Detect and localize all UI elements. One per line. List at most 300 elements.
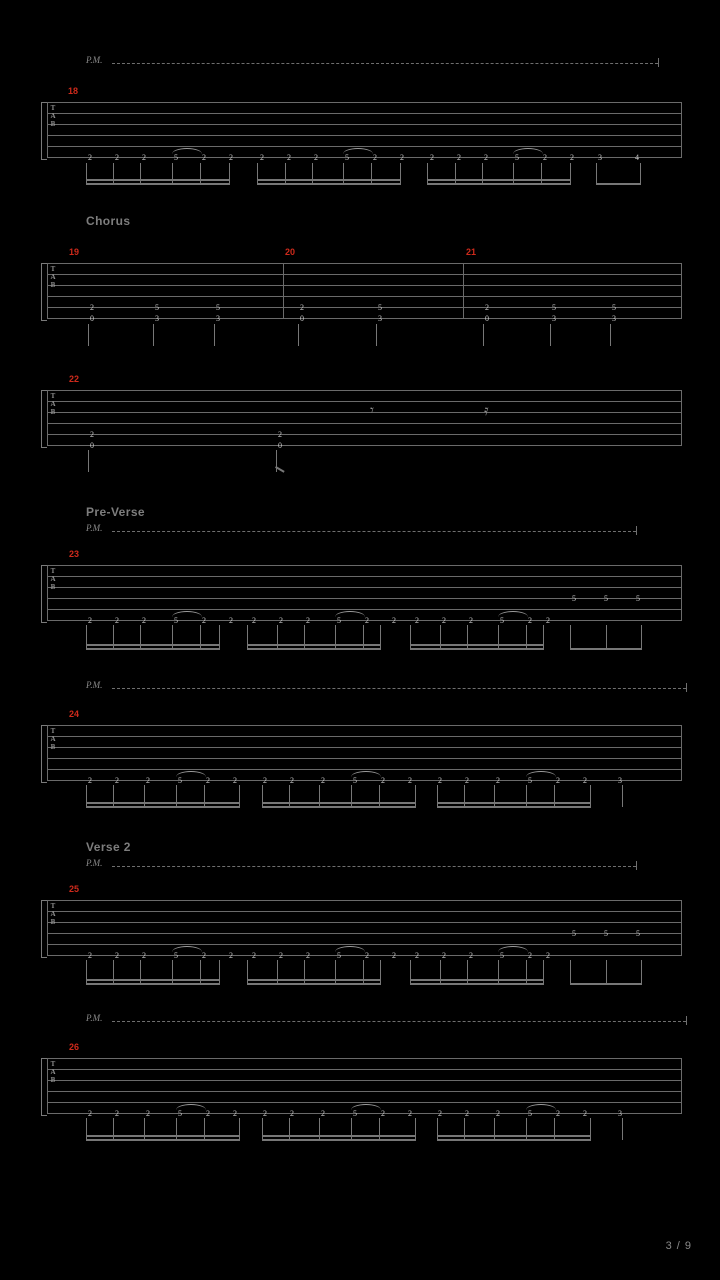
fret-number: 2 [115,951,119,960]
hammer-on-slur [351,1104,381,1110]
pm-label: P.M. [86,523,103,533]
stem [400,163,401,185]
fret-number: 5 [345,153,349,162]
stem [204,785,205,807]
fret-number: 2 [233,1109,237,1118]
beam [257,179,401,181]
fret-number: 5 [612,303,616,312]
stem [464,1118,465,1140]
fret-number: 2 [202,153,206,162]
stem [543,625,544,649]
staff-line [47,769,682,770]
stem [277,625,278,649]
pm-end-tick [658,58,659,67]
stem [641,625,642,649]
stem [363,960,364,984]
beam [410,979,544,981]
barline [681,725,682,781]
fret-number: 2 [279,951,283,960]
fret-number: 2 [485,303,489,312]
fret-number: 0 [485,314,489,323]
beam [247,644,381,646]
stem [140,960,141,984]
fret-number: 2 [287,153,291,162]
staff-line [47,296,682,297]
stem [526,785,527,807]
tab-staff [47,263,682,321]
fret-number: 2 [229,951,233,960]
tab-word: T A B [50,392,56,416]
fret-number: 2 [90,303,94,312]
beam [437,1135,591,1137]
pm-dashed-line [112,1021,686,1022]
pm-label: P.M. [86,55,103,65]
staff-line [47,274,682,275]
stem [200,625,201,649]
system-24 [0,680,720,820]
fret-number: 5 [572,929,576,938]
fret-number: 5 [572,594,576,603]
fret-number: 2 [321,776,325,785]
stem [153,324,154,346]
staff-line [47,1058,682,1059]
staff-line [47,587,682,588]
stem [606,625,607,649]
measure-number: 24 [69,709,80,719]
stem [86,785,87,807]
fret-number: 5 [174,951,178,960]
beam [262,802,416,804]
stem [371,163,372,185]
stem [622,1118,623,1140]
stem [410,625,411,649]
fret-number: 2 [528,951,532,960]
staff-line [47,434,682,435]
staff-line [47,725,682,726]
palm-mute-marking [86,680,606,692]
fret-number: 2 [583,776,587,785]
fret-number: 5 [500,616,504,625]
pm-label: P.M. [86,1013,103,1023]
tab-word: T A B [50,265,56,289]
fret-number: 2 [142,616,146,625]
hammer-on-slur [335,946,365,952]
fret-number: 5 [515,153,519,162]
stem [570,163,571,185]
fret-number: 2 [442,616,446,625]
hammer-on-slur [351,771,381,777]
fret-number: 2 [233,776,237,785]
hammer-on-slur [172,946,202,952]
fret-number: 5 [528,1109,532,1118]
fret-number: 2 [543,153,547,162]
stem [570,625,571,649]
stem [596,163,597,185]
beam [410,648,544,650]
system-26 [0,1013,720,1153]
fret-number: 2 [583,1109,587,1118]
system-18 [0,55,720,190]
stem [379,1118,380,1140]
beam [257,183,401,185]
beam [437,802,591,804]
fret-number: 2 [496,1109,500,1118]
stem [277,960,278,984]
section-label-pre-verse: Pre-Verse [86,505,145,519]
fret-number: 2 [290,776,294,785]
hammer-on-slur [343,148,373,154]
tab-staff [47,565,682,623]
pm-dashed-line [112,531,636,532]
fret-number: 2 [556,1109,560,1118]
beam [437,806,591,808]
stem [351,785,352,807]
fret-number: 2 [400,153,404,162]
pm-end-tick [686,1016,687,1025]
fret-number: 2 [381,1109,385,1118]
fret-number: 2 [556,776,560,785]
beam [247,979,381,981]
fret-number: 2 [88,776,92,785]
beam [86,183,230,185]
stem [113,163,114,185]
section-label-verse2: Verse 2 [86,840,131,854]
stem [554,1118,555,1140]
stem [610,324,611,346]
beam [596,183,641,185]
fret-number: 2 [252,616,256,625]
fret-number: 2 [263,776,267,785]
beam [86,802,240,804]
stem [641,960,642,984]
tab-word: T A B [50,727,56,751]
fret-number: 3 [155,314,159,323]
stem [376,324,377,346]
stem [86,163,87,185]
hammer-on-slur [176,771,206,777]
fret-number: 2 [115,616,119,625]
fret-number: 2 [438,776,442,785]
hammer-on-slur [526,771,556,777]
stem [606,960,607,984]
barline [47,900,48,956]
stem [113,625,114,649]
fret-number: 2 [278,430,282,439]
stem [144,785,145,807]
stem [298,324,299,346]
fret-number: 2 [252,951,256,960]
barline [47,263,48,319]
stem [467,625,468,649]
staff-line [47,598,682,599]
staff-line [47,423,682,424]
fret-number: 2 [465,776,469,785]
barline [681,390,682,446]
fret-number: 2 [306,616,310,625]
fret-number: 2 [465,1109,469,1118]
fret-number: 0 [90,441,94,450]
stem [335,960,336,984]
fret-number: 2 [88,951,92,960]
fret-number: 2 [546,951,550,960]
fret-number: 2 [570,153,574,162]
stem [229,163,230,185]
stem [113,785,114,807]
fret-number: 2 [115,1109,119,1118]
tab-staff [47,390,682,448]
fret-number: 3 [216,314,220,323]
fret-number: 2 [457,153,461,162]
barline [681,900,682,956]
fret-number: 5 [174,616,178,625]
staff-line [47,146,682,147]
staff-line [47,609,682,610]
fret-number: 2 [496,776,500,785]
stem [464,785,465,807]
stem [590,785,591,807]
barline [47,1058,48,1114]
tab-word: T A B [50,902,56,926]
system-chorus [0,214,720,349]
stem [304,625,305,649]
stem [319,1118,320,1140]
system-25 [0,840,720,990]
staff-line [47,124,682,125]
stem [88,324,89,346]
stem [343,163,344,185]
staff-line [47,285,682,286]
staff-line [47,922,682,923]
fret-number: 2 [279,616,283,625]
stem [219,625,220,649]
measure-number: 25 [69,884,80,894]
stem [550,324,551,346]
palm-mute-marking [86,858,556,870]
fret-number: 3 [598,153,602,162]
staff-line [47,576,682,577]
measure-number: 20 [285,247,296,257]
fret-number: 5 [174,153,178,162]
beam [86,1139,240,1141]
fret-number: 2 [90,430,94,439]
stem [351,1118,352,1140]
staff-line [47,318,682,319]
measure-number: 26 [69,1042,80,1052]
fret-number: 2 [229,616,233,625]
fret-number: 5 [178,776,182,785]
stem [570,960,571,984]
fret-number: 2 [469,951,473,960]
staff-line [47,747,682,748]
fret-number: 5 [378,303,382,312]
fret-number: 3 [378,314,382,323]
fret-number: 5 [337,616,341,625]
stem [247,625,248,649]
fret-number: 5 [636,594,640,603]
staff-line [47,445,682,446]
stem [526,1118,527,1140]
staff-line [47,900,682,901]
beam [410,644,544,646]
stem [289,1118,290,1140]
pm-dashed-line [112,866,636,867]
beam [262,1139,416,1141]
tab-word: T A B [50,1060,56,1084]
stem [380,960,381,984]
fret-number: 2 [365,951,369,960]
fret-number: 2 [88,616,92,625]
stem [440,625,441,649]
barline [283,263,284,319]
pm-label: P.M. [86,680,103,690]
stem [140,625,141,649]
fret-number: 2 [142,951,146,960]
measure-number: 23 [69,549,80,559]
beam [86,806,240,808]
pm-dashed-line [112,688,686,689]
fret-number: 2 [88,1109,92,1118]
hammer-on-slur [498,946,528,952]
staff-line [47,933,682,934]
staff-line [47,1102,682,1103]
fret-number: 2 [206,776,210,785]
measure-number: 21 [466,247,477,257]
stem [86,625,87,649]
fret-number: 2 [373,153,377,162]
staff-line [47,758,682,759]
page-number: 3 / 9 [665,1240,692,1252]
staff-line [47,390,682,391]
staff-line [47,736,682,737]
fret-number: 2 [365,616,369,625]
fret-number: 2 [115,776,119,785]
fret-number: 2 [115,153,119,162]
stem [319,785,320,807]
staff-line [47,1069,682,1070]
fret-number: 2 [430,153,434,162]
fret-number: 2 [146,1109,150,1118]
fret-number: 2 [306,951,310,960]
stem [494,785,495,807]
pm-end-tick [686,683,687,692]
fret-number: 5 [500,951,504,960]
stem [214,324,215,346]
stem [176,1118,177,1140]
stem [176,785,177,807]
fret-number: 2 [392,616,396,625]
stem [622,785,623,807]
stem [498,625,499,649]
stem [200,960,201,984]
stem [172,960,173,984]
stem [204,1118,205,1140]
beam [437,1139,591,1141]
stem [172,625,173,649]
stem [483,324,484,346]
fret-number: 2 [202,951,206,960]
beam [262,806,416,808]
staff-line [47,565,682,566]
hammer-on-slur [498,611,528,617]
fret-number: 2 [260,153,264,162]
stem [113,960,114,984]
fret-number: 2 [263,1109,267,1118]
barline [681,1058,682,1114]
fret-number: 5 [337,951,341,960]
stem [172,163,173,185]
fret-number: 5 [552,303,556,312]
stem [86,960,87,984]
fret-number: 4 [635,153,639,162]
fret-number: 2 [408,776,412,785]
stem [455,163,456,185]
stem [415,1118,416,1140]
stem [140,163,141,185]
stem [239,785,240,807]
tab-word: T A B [50,104,56,128]
stem [88,450,89,472]
system-22 [0,370,720,480]
pm-dashed-line [112,63,658,64]
staff-line [47,412,682,413]
staff-line [47,263,682,264]
beam [427,179,571,181]
fret-number: 5 [155,303,159,312]
stem [427,163,428,185]
stem [498,960,499,984]
barline [47,725,48,781]
staff-line [47,911,682,912]
fret-number: 5 [604,929,608,938]
stem [415,785,416,807]
fret-number: 5 [604,594,608,603]
fret-number: 3 [552,314,556,323]
measure-number: 18 [68,86,79,96]
staff-line [47,944,682,945]
beam [262,1135,416,1137]
hammer-on-slur [513,148,543,154]
barline [681,102,682,158]
barline [681,263,682,319]
fret-number: 5 [528,776,532,785]
fret-number: 3 [612,314,616,323]
stem [526,960,527,984]
beam [247,648,381,650]
fret-number: 2 [300,303,304,312]
staff-line [47,307,682,308]
fret-number: 2 [469,616,473,625]
fret-number: 2 [206,1109,210,1118]
eighth-rest: 𝄿 [484,403,489,419]
palm-mute-marking [86,1013,606,1025]
stem [289,785,290,807]
stem [335,625,336,649]
fret-number: 5 [216,303,220,312]
quarter-rest: 𝄾 [370,403,374,419]
palm-mute-marking [86,523,556,535]
stem [513,163,514,185]
stem [200,163,201,185]
stem [312,163,313,185]
staff-line [47,1091,682,1092]
stem [410,960,411,984]
stem [526,625,527,649]
barline [463,263,464,319]
stem [247,960,248,984]
fret-number: 2 [146,776,150,785]
stem [437,785,438,807]
section-label-chorus: Chorus [86,214,131,228]
